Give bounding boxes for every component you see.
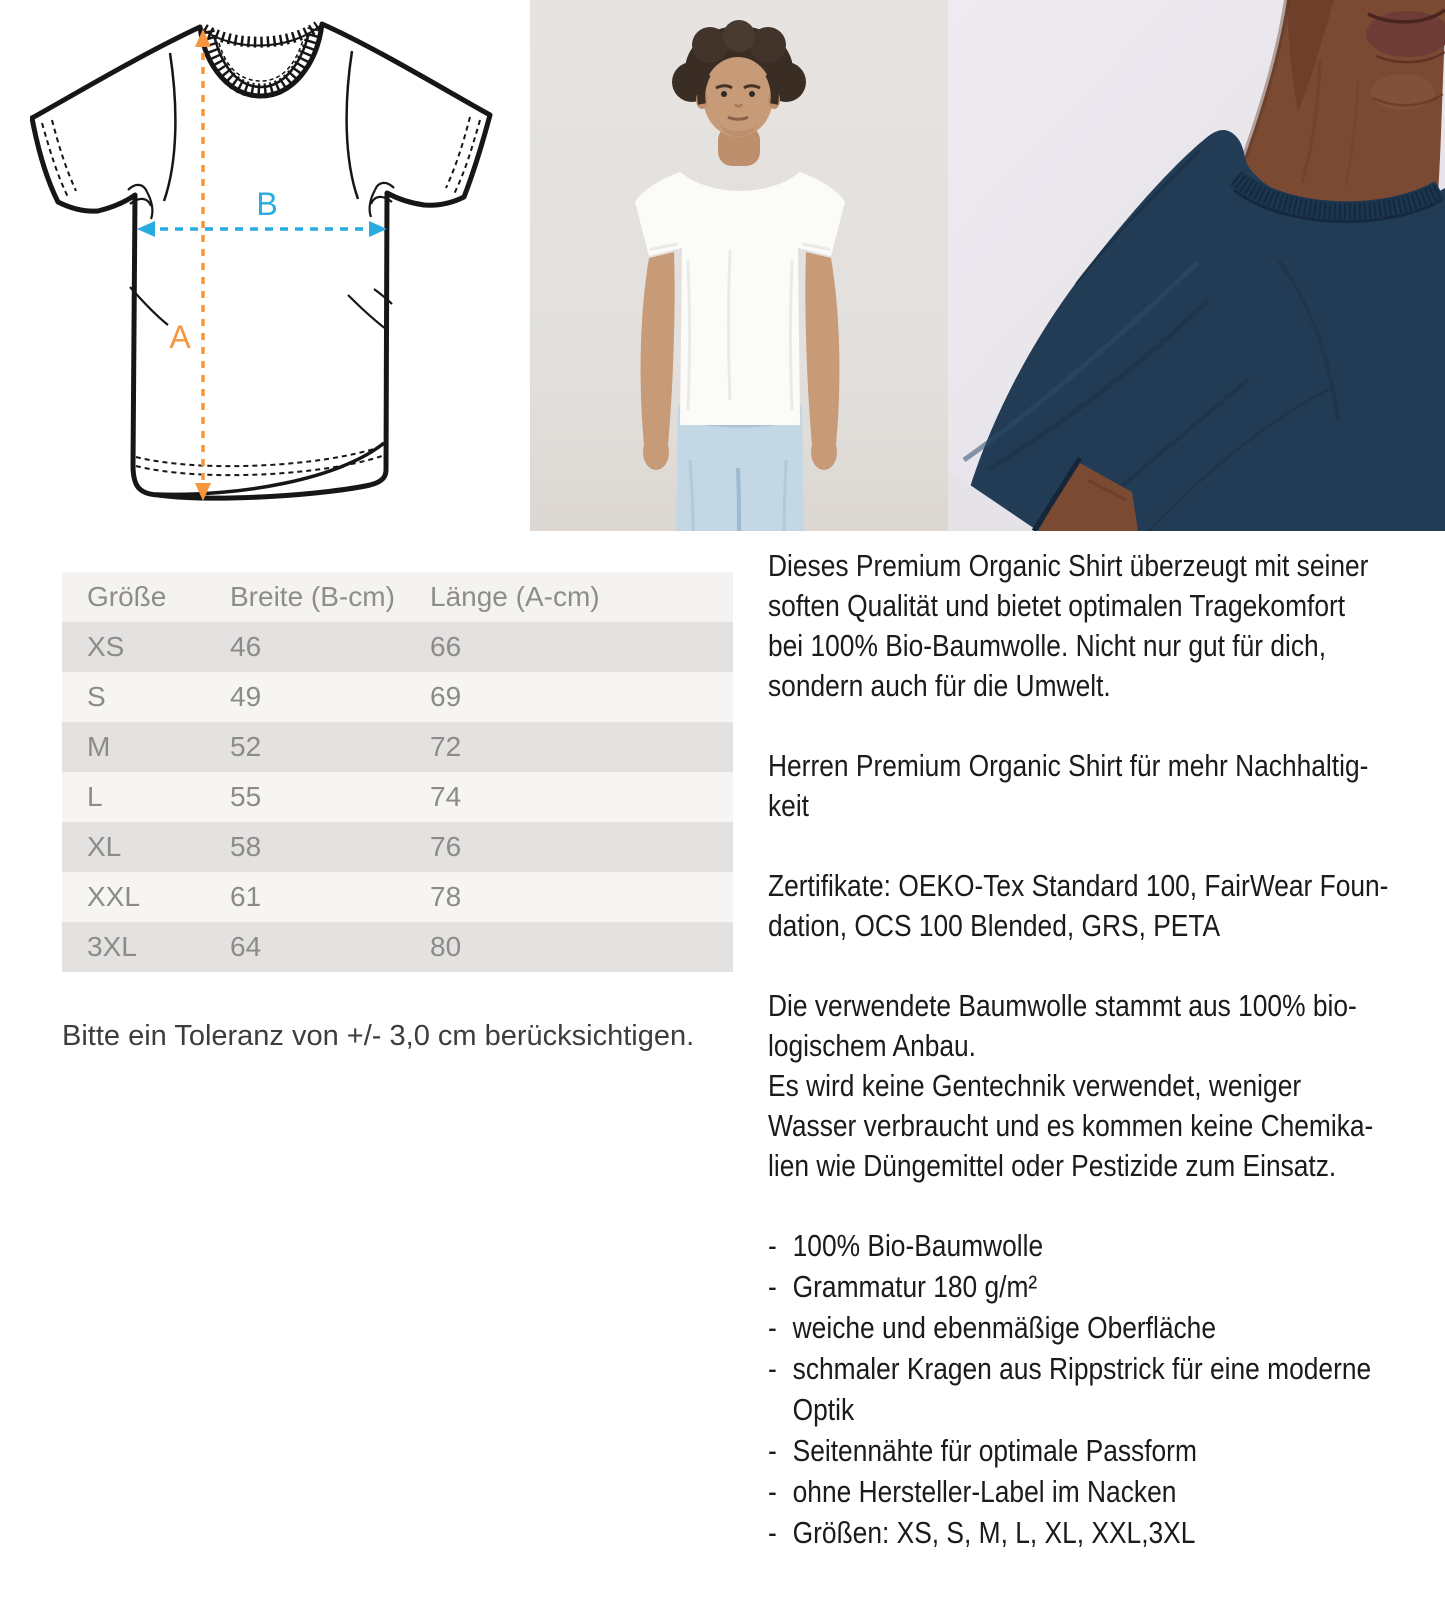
- tolerance-note: Bitte ein Toleranz von +/- 3,0 cm berücksichtigen.: [62, 1020, 695, 1052]
- size-cell: 49: [230, 672, 430, 722]
- bullet-dash: -: [768, 1474, 777, 1509]
- size-diagram: [30, 5, 495, 510]
- fabric-detail-photo: [948, 0, 1445, 531]
- description-line: Wasser verbraucht und es kommen keine Chemika-: [768, 1108, 1374, 1143]
- description-line: bei 100% Bio-Baumwolle. Nicht nur gut für dich,: [768, 628, 1327, 663]
- size-cell: 46: [230, 622, 430, 672]
- size-cell: S: [62, 672, 230, 722]
- size-cell: 74: [430, 772, 733, 822]
- table-row: [62, 922, 733, 972]
- description-line: logischem Anbau.: [768, 1028, 977, 1063]
- bullet-text: weiche und ebenmäßige Oberfläche: [792, 1310, 1216, 1345]
- description-paragraph: [768, 866, 1440, 946]
- label-b: B: [256, 186, 278, 222]
- description-line: [768, 1267, 1440, 1308]
- description-line: Die verwendete Baumwolle stammt aus 100% bio-: [768, 988, 1357, 1023]
- bullet-dash: -: [768, 1228, 777, 1263]
- size-cell: M: [62, 722, 230, 772]
- description-line: [768, 1513, 1440, 1554]
- size-cell: 80: [430, 922, 733, 972]
- size-table-body: [62, 622, 733, 972]
- size-table-header-row: [62, 572, 733, 622]
- bullet-dash: -: [768, 1433, 777, 1468]
- size-cell: 3XL: [62, 922, 230, 972]
- size-cell: 69: [430, 672, 733, 722]
- table-row: [62, 672, 733, 722]
- bullet-dash: -: [768, 1351, 777, 1386]
- bullet-text: Grammatur 180 g/m²: [792, 1269, 1038, 1304]
- description-line: [768, 1431, 1440, 1472]
- size-cell: L: [62, 772, 230, 822]
- size-cell: XXL: [62, 872, 230, 922]
- table-row: [62, 872, 733, 922]
- bullet-dash: -: [768, 1269, 777, 1304]
- size-cell: 52: [230, 722, 430, 772]
- size-cell: 78: [430, 872, 733, 922]
- size-table-header-breite: Breite (B-cm): [230, 572, 430, 622]
- feature-list: [768, 1226, 1440, 1554]
- description-line: Optik: [792, 1392, 855, 1427]
- size-table-header-groesse: Größe: [62, 572, 230, 622]
- size-table-header-laenge: Länge (A-cm): [430, 572, 733, 622]
- model-photo-image: [530, 0, 948, 531]
- size-table: [62, 572, 733, 972]
- size-cell: XL: [62, 822, 230, 872]
- description-paragraph: [768, 546, 1440, 706]
- size-cell: 66: [430, 622, 733, 672]
- size-cell: 72: [430, 722, 733, 772]
- bullet-text: 100% Bio-Baumwolle: [792, 1228, 1044, 1263]
- description-paragraph: [768, 746, 1440, 826]
- size-cell: 61: [230, 872, 430, 922]
- description-line: Zertifikate: OEKO-Tex Standard 100, FairWear Foun-: [768, 868, 1389, 903]
- description-line: [768, 1308, 1440, 1349]
- description-paragraph: [768, 986, 1440, 1186]
- table-row: [62, 822, 733, 872]
- bullet-dash: -: [768, 1515, 777, 1550]
- size-cell: 55: [230, 772, 430, 822]
- tshirt-outline: [32, 24, 490, 498]
- bullet-dash: -: [768, 1310, 777, 1345]
- tshirt-measurement-diagram: [30, 5, 495, 510]
- bullet-text: schmaler Kragen aus Rippstrick für eine moderne: [792, 1351, 1372, 1386]
- table-row: [62, 622, 733, 672]
- bullet-text: Seitennähte für optimale Passform: [792, 1433, 1197, 1468]
- description-line: Herren Premium Organic Shirt für mehr Nachhaltig-: [768, 748, 1369, 783]
- description-line: [768, 1226, 1440, 1267]
- description-line: Dieses Premium Organic Shirt überzeugt mit seiner: [768, 548, 1369, 583]
- size-cell: 58: [230, 822, 430, 872]
- description-line: dation, OCS 100 Blended, GRS, PETA: [768, 908, 1221, 943]
- description-line: [768, 1349, 1440, 1390]
- description-line: lien wie Düngemittel oder Pestizide zum Einsatz.: [768, 1148, 1337, 1183]
- table-row: [62, 772, 733, 822]
- product-description: [768, 546, 1440, 1554]
- bullet-text: Größen: XS, S, M, L, XL, XXL,3XL: [792, 1515, 1196, 1550]
- model-photo: [530, 0, 948, 531]
- bullet-text: ohne Hersteller-Label im Nacken: [792, 1474, 1177, 1509]
- detail-photo-image: [948, 0, 1445, 531]
- description-line: [768, 1472, 1440, 1513]
- table-row: [62, 722, 733, 772]
- description-line: Es wird keine Gentechnik verwendet, weniger: [768, 1068, 1302, 1103]
- size-cell: XS: [62, 622, 230, 672]
- description-line: soften Qualität und bietet optimalen Tragekomfort: [768, 588, 1346, 623]
- label-a: A: [169, 319, 191, 355]
- description-line: sondern auch für die Umwelt.: [768, 668, 1111, 703]
- size-cell: 76: [430, 822, 733, 872]
- description-line: keit: [768, 788, 810, 823]
- size-cell: 64: [230, 922, 430, 972]
